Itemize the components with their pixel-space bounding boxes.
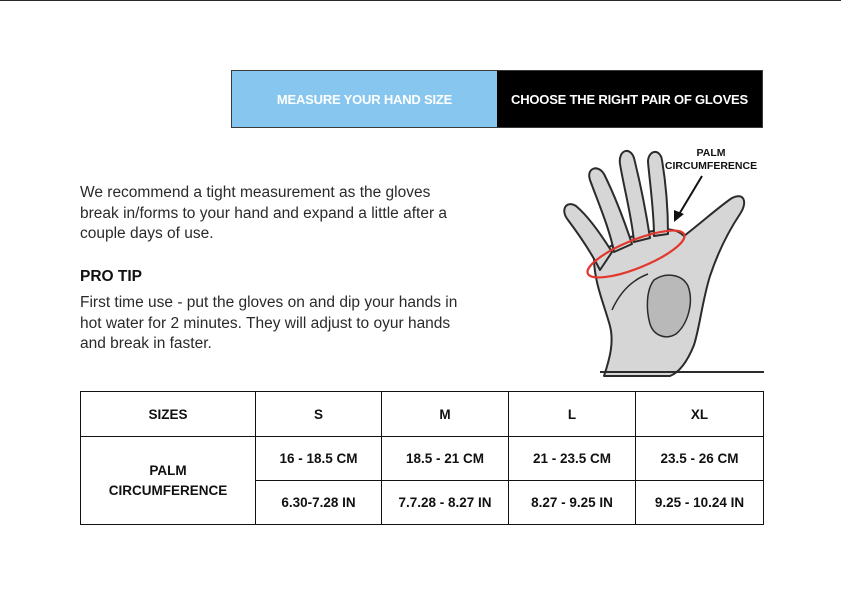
tab-measure-hand-size[interactable]: MEASURE YOUR HAND SIZE [232,71,497,127]
size-chart-table [80,391,764,525]
palm-label-line2: CIRCUMFERENCE [664,160,758,172]
pro-tip-title: PRO TIP [80,268,143,285]
cell-s-in: 6.30-7.28 IN [256,481,382,525]
pro-tip-text: First time use - put the gloves on and dip your hands in hot water for 2 minutes. They will adjust to oyur hands and break in faster. [80,294,458,352]
palm-label-line1: PALM [696,147,726,159]
cell-xl-cm: 23.5 - 26 CM [636,437,764,481]
pointer-arrow [678,176,702,216]
cell-l-in: 8.27 - 9.25 IN [509,481,636,525]
cell-xl-in: 9.25 - 10.24 IN [636,481,764,525]
cell-l-cm: 21 - 23.5 CM [509,437,636,481]
hand-illustration [550,140,765,380]
cell-s-cm: 16 - 18.5 CM [256,437,382,481]
top-divider [0,0,841,1]
table-row-cm [81,437,764,481]
table-header-sizes: SIZES [81,392,256,437]
row-label-line1: PALM [149,462,187,478]
row-label-line2: CIRCUMFERENCE [108,482,228,498]
table-header-l: L [509,392,636,437]
table-header-row [81,392,764,437]
guide-tabs [231,70,763,128]
table-header-m: M [382,392,509,437]
pointer-arrow-head [674,210,684,222]
cell-m-cm: 18.5 - 21 CM [382,437,509,481]
cell-m-in: 7.7.28 - 8.27 IN [382,481,509,525]
tab-choose-gloves[interactable]: CHOOSE THE RIGHT PAIR OF GLOVES [497,71,762,127]
palm-circumference-label [650,147,772,173]
intro-text: We recommend a tight measurement as the gloves break in/forms to your hand and expand a little after a couple days of use. [80,184,448,242]
table-header-xl: XL [636,392,764,437]
table-header-s: S [256,392,382,437]
row-label-palm-circumference [81,437,256,525]
